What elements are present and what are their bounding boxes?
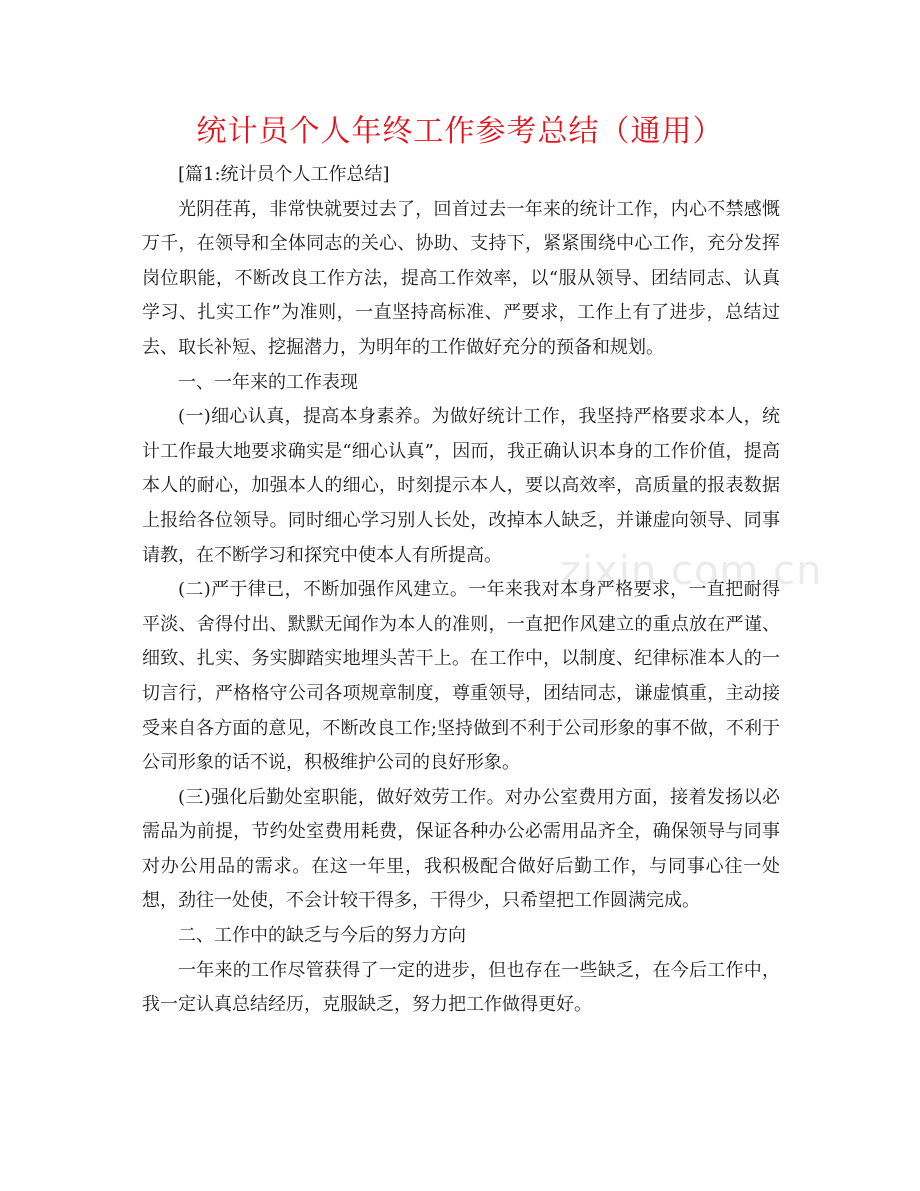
paragraph-item-1: (一)细心认真，提高本身素养。为做好统计工作，我坚持严格要求本人，统计工作最大地要求确实是“细心认真”，因而，我正确认识本身的工作价值，提高本人的耐心，加强本人的细心，时刻提示本人，要以高效率，高质量的报表数据上报给各位领导。同时细心学习别人长处，改掉本人缺乏，并谦虚向领导、同事请教，在不断学习和探究中使本人有所提高。 [142, 406, 780, 566]
document-title: 统计员个人年终工作参考总结（通用） [196, 114, 724, 149]
paragraph-intro: 光阴荏苒，非常快就要过去了，回首过去一年来的统计工作，内心不禁感慨万千，在领导和全体同志的关心、协助、支持下，紧紧围绕中心工作，充分发挥岗位职能，不断改良工作方法，提高工作效率，以“服从领导、团结同志、认真学习、扎实工作”为准则，一直坚持高标准、严要求，工作上有了进步，总结过去、取长补短、挖掘潜力，为明年的工作做好充分的预备和规划。 [142, 198, 780, 358]
section-heading-performance: 一、一年来的工作表现 [178, 371, 358, 393]
section-heading-shortcomings: 二、工作中的缺乏与今后的努力方向 [178, 925, 466, 947]
watermark: zixin.com.cn [560, 548, 823, 594]
section-heading-article: [篇1:统计员个人工作总结] [178, 164, 390, 185]
paragraph-item-2: (二)严于律已，不断加强作风建立。一年来我对本身严格要求，一直把耐得平淡、舍得付出、默默无闻作为本人的准则，一直把作风建立的重点放在严谨、细致、扎实、务实脚踏实地埋头苦干上。在工作中，以制度、纪律标准本人的一切言行，严格格守公司各项规章制度，尊重领导，团结同志，谦虚慎重，主动接受来自各方面的意见，不断改良工作;坚持做到不利于公司形象的事不做，不利于公司形象的话不说，积极维护公司的良好形象。 [142, 579, 780, 774]
paragraph-conclusion: 一年来的工作尽管获得了一定的进步，但也存在一些缺乏，在今后工作中，我一定认真总结经历，克服缺乏，努力把工作做得更好。 [142, 959, 780, 1016]
paragraph-item-3: (三)强化后勤处室职能，做好效劳工作。对办公室费用方面，接着发扬以必需品为前提，节约处室费用耗费，保证各种办公必需用品齐全，确保领导与同事对办公用品的需求。在这一年里，我积极配合做好后勤工作，与同事心往一处想，劲往一处使，不会计较干得多，干得少，只希望把工作圆满完成。 [142, 786, 780, 912]
document-body [142, 158, 780, 1023]
